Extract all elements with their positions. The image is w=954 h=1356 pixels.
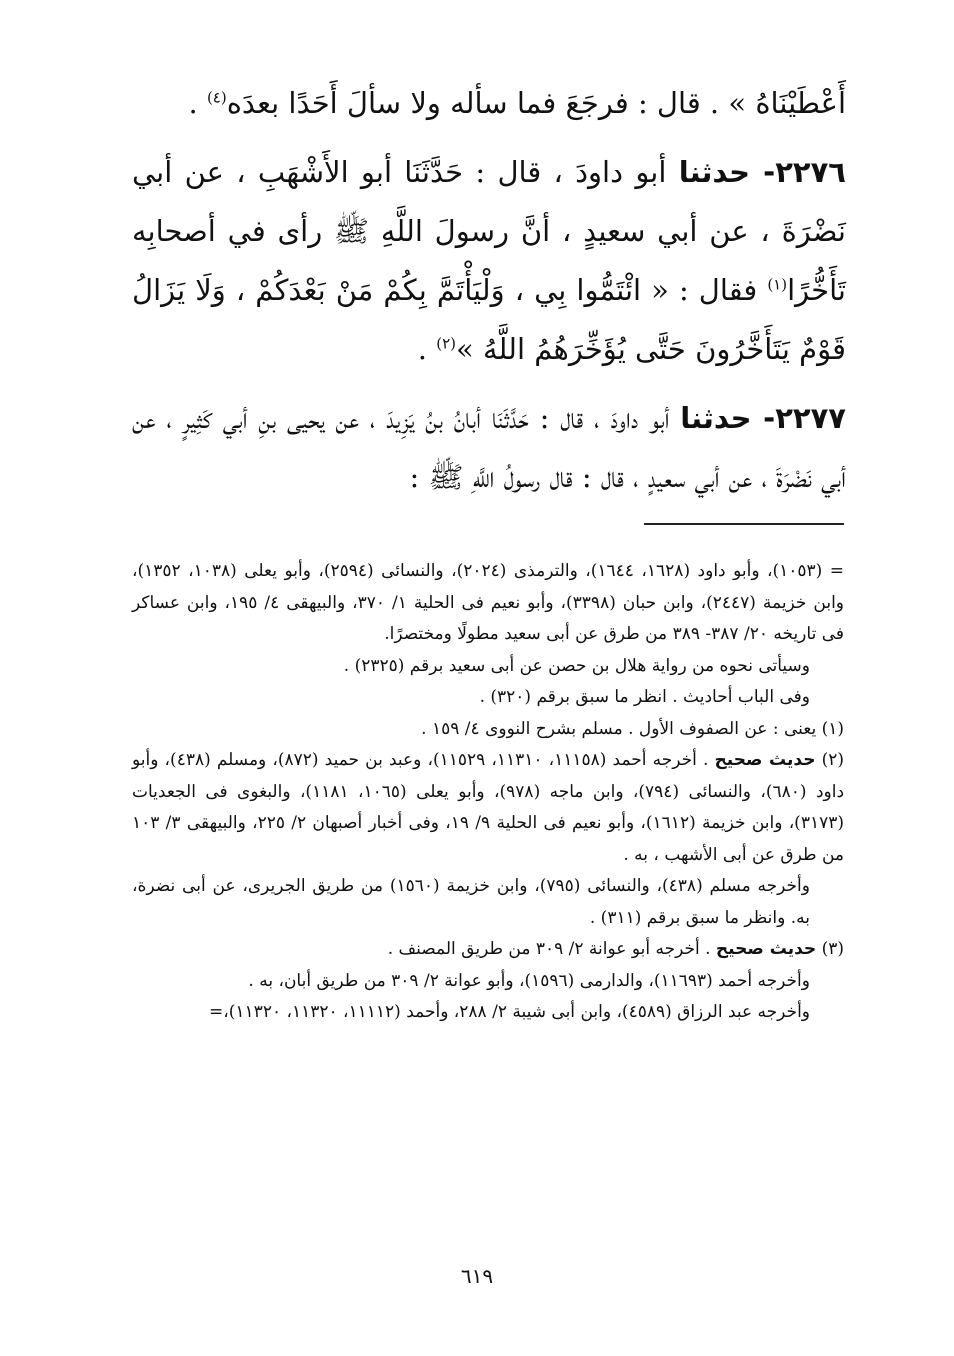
footnote-2-more: وأخرجه مسلم (٤٣٨)، والنسائى (٧٩٥)، وابن خزيمة (١٥٦٠) من طريق الجريرى، عن أبى نضرة، به. وانظر ما سبق برقم (٣١١) . (132, 876, 810, 928)
hadith-label: - حدثنا (678, 155, 776, 189)
footnotes (132, 556, 844, 1029)
footnote-2: (٢) حديث صحيح . أخرجه أحمد (١١١٥٨، ١١٣١٠، ١١٥٢٩)، وعبد بن حميد (٨٧٢)، ومسلم (٤٣٨)، وأبو داود (٦٨٠)، والنسائى (٧٩٤)، وابن ماجه (٩٧٨)، وأبو يعلى (١٠٦٥، ١١٨١)، والبغوى فى الجعديات (٣١٧٣)، وابن خزيمة (١٦١٢)، وأبو نعيم فى الحلية ٩/ ١٩، وفى أخبار أصبهان ٢/ ٢٢٥، والبيهقى ٣/ ١٠٣ من طرق عن أبى الأشهب ، به . (132, 750, 845, 865)
hadith-number: ٢٢٧٧ (775, 401, 846, 435)
page-number: ٦١٩ (460, 1264, 494, 1288)
hadith-text: أبو داودَ ، قال : حَدَّثَنَا أبانُ بنُ يَزِيدَ ، عن يحيى بنِ أبي كَثِيرٍ ، عن أبي نَضْرَةَ ، عن أبي سعيدٍ ، قال : قال رسولُ اللَّهِ ﷺ : (132, 401, 846, 494)
footnote-3: (٣) حديث صحيح . أخرجه أبو عوانة ٢/ ٣٠٩ من طريق المصنف . (387, 939, 844, 959)
footnote-separator (644, 523, 844, 525)
hadith-2277 (132, 389, 846, 507)
main-text (132, 74, 846, 507)
footnote-continuation: = (١٠٥٣)، وأبو داود (١٦٢٨، ١٦٤٤)، والترمذى (٢٠٢٤)، والنسائى (٢٥٩٤)، وأبو يعلى (١٠٣٨، ١٣٥٢)، وابن خزيمة (٢٤٤٧)، وابن حبان (٣٣٩٨)، وأبو نعيم فى الحلية ١/ ٣٧٠، والبيهقى ٤/ ١٩٥، وابن عساكر فى تاريخه ٢٠/ ٣٨٧- ٣٨٩ من طرق عن أبى سعيد مطولًا ومختصرًا. (132, 561, 845, 644)
footnote-ref: (٢) (436, 334, 456, 353)
footnote-1: (١) يعنى : عن الصفوف الأول . مسلم بشرح النووى ٤/ ١٥٩ . (421, 718, 844, 739)
hadith-text: فقال : « ائْتَمُّوا بِي ، وَلْيَأْتَمَّ بِكُمْ مَنْ بَعْدَكُمْ ، وَلَا يَزَالُ قَوْمٌ يَتَأَخَّرُونَ حَتَّى يُؤَخِّرَهُمُ اللَّهُ » (132, 273, 846, 366)
hadith-continuation: أَعْطَيْنَاهُ » . قال : فرجَعَ فما سأله ولا سألَ أَحَدًا بعدَه$^{(٤)}$ . (188, 86, 846, 120)
hadith-2276: ٢٢٧٦- حدثنا أبو داودَ ، قال : حَدَّثَنَا أبو الأَشْهَبِ ، عن أبي نَضْرَةَ ، عن أبي سعيدٍ ، أنَّ رسولَ اللَّهِ ﷺ رأى في أصحابِه تَأَخُّرًا$^{(١)}$ فقال : « ائْتَمُّوا بِي ، وَلْيَأْتَمَّ بِكُمْ مَنْ بَعْدَكُمْ ، وَلَا يَزَالُ قَوْمٌ يَتَأَخَّرُونَ حَتَّى يُؤَخِّرَهُمُ اللَّهُ »$^{(٢)}$ . (132, 155, 846, 366)
hadith-text: أبو داودَ ، قال : حَدَّثَنَا أبو الأَشْهَبِ ، عن أبي نَضْرَةَ ، عن أبي سعيدٍ ، أنَّ رسولَ اللَّهِ ﷺ رأى في أصحابِه تَأَخُّرًا (132, 155, 846, 307)
footnote-3-more: وأخرجه أحمد (١١٦٩٣)، والدارمى (١٥٩٦)، وأبو عوانة ٢/ ٣٠٩ من طريق أبان، به . (248, 970, 810, 991)
footnote-3-more: وأخرجه عبد الرزاق (٤٥٨٩)، وابن أبى شيبة ٢/ ٢٨٨، وأحمد (١١١١٢، ١١٣٢٠، ١١٣٢٠)،= (209, 1002, 810, 1022)
footnote-continuation: وسيأتى نحوه من رواية هلال بن حصن عن أبى سعيد برقم (٢٣٢٥) . (343, 655, 810, 676)
footnote-continuation: وفى الباب أحاديث . انظر ما سبق برقم (٣٢٠) . (479, 687, 810, 707)
grade-label: حديث صحيح (714, 750, 816, 770)
hadith-label: - حدثنا (680, 401, 776, 435)
continuation-text: أَعْطَيْنَاهُ » . قال : فرجَعَ فما سأله ولا سألَ أَحَدًا بعدَه (226, 86, 846, 120)
grade-label: حديث صحيح (715, 939, 817, 959)
footnote-ref: (٤) (206, 88, 227, 107)
hadith-number: ٢٢٧٦ (775, 155, 846, 189)
footnote-ref: (١) (767, 275, 788, 294)
